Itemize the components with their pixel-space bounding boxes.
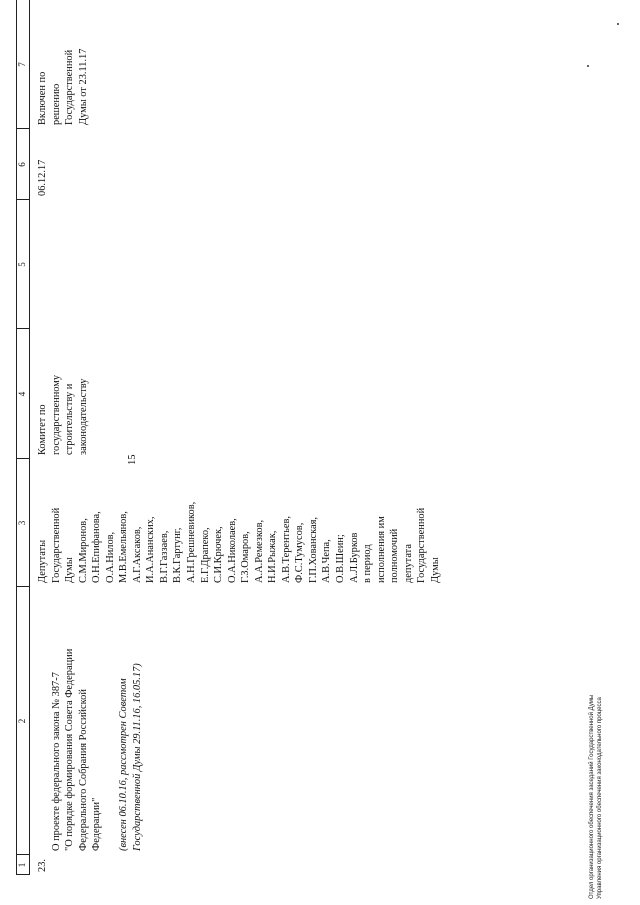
bill-title: О проекте федерального закона № 387-7 "О порядке формирования Совета Федерации Федерального Собрания Российской Федерации" — [50, 648, 103, 851]
scan-speck — [617, 23, 619, 25]
footer — [588, 695, 604, 899]
row-number: 23. — [37, 859, 48, 872]
bill-cell — [36, 589, 158, 851]
column-header-4: 4 — [17, 391, 27, 397]
column-header-6: 6 — [17, 162, 27, 167]
column-header-1: 1 — [17, 862, 27, 868]
page-number: 15 — [127, 454, 138, 465]
footer-line-1: Отдел организационного обеспечения заседаний Государственной Думы — [589, 694, 595, 899]
footer-line-2: Управления организационного обеспечения законодательного процесса — [597, 697, 603, 899]
status-cell: Включен по решению Государственной Думы от 23.11.17 — [37, 48, 89, 125]
column-header-5: 5 — [17, 262, 27, 267]
bill-note: (внесен 06.10.16, рассмотрен Советом Государственной Думы 29.11.16, 16.05.17) — [118, 663, 143, 851]
date-cell: 06.12.17 — [37, 159, 48, 196]
column-header-7: 7 — [17, 62, 27, 67]
committee-cell: Комитет по государственному строительству и законодательству — [37, 374, 89, 455]
column-header-3: 3 — [17, 520, 27, 526]
column-header-2: 2 — [17, 718, 27, 724]
scan-speck — [587, 65, 589, 67]
header-bottom-rule — [29, 0, 30, 875]
initiators-cell: Депутаты Государственной Думы С.М.Миронов, О.Н.Епифанова, О.А.Нилов, М.В.Емельянов, А.Г.Аксаков, И.А.Ананских, В.Г.Газзаев, В.К.Гартунг, А.Н.Грешневиков, Е.Г.Драпеко, С.И.Крючек, О.А.Николаев, Г.З.Омаров, А.А.Ремезков, Н.И.Рыжак, А.В.Терентьев, Ф.С.Тумусов, Г.П.Хованская, А.В.Чепа, О.В.Шеин; А.Л.Бурков в период исполнения им полномочий депутата Государственной Думы — [37, 501, 441, 583]
